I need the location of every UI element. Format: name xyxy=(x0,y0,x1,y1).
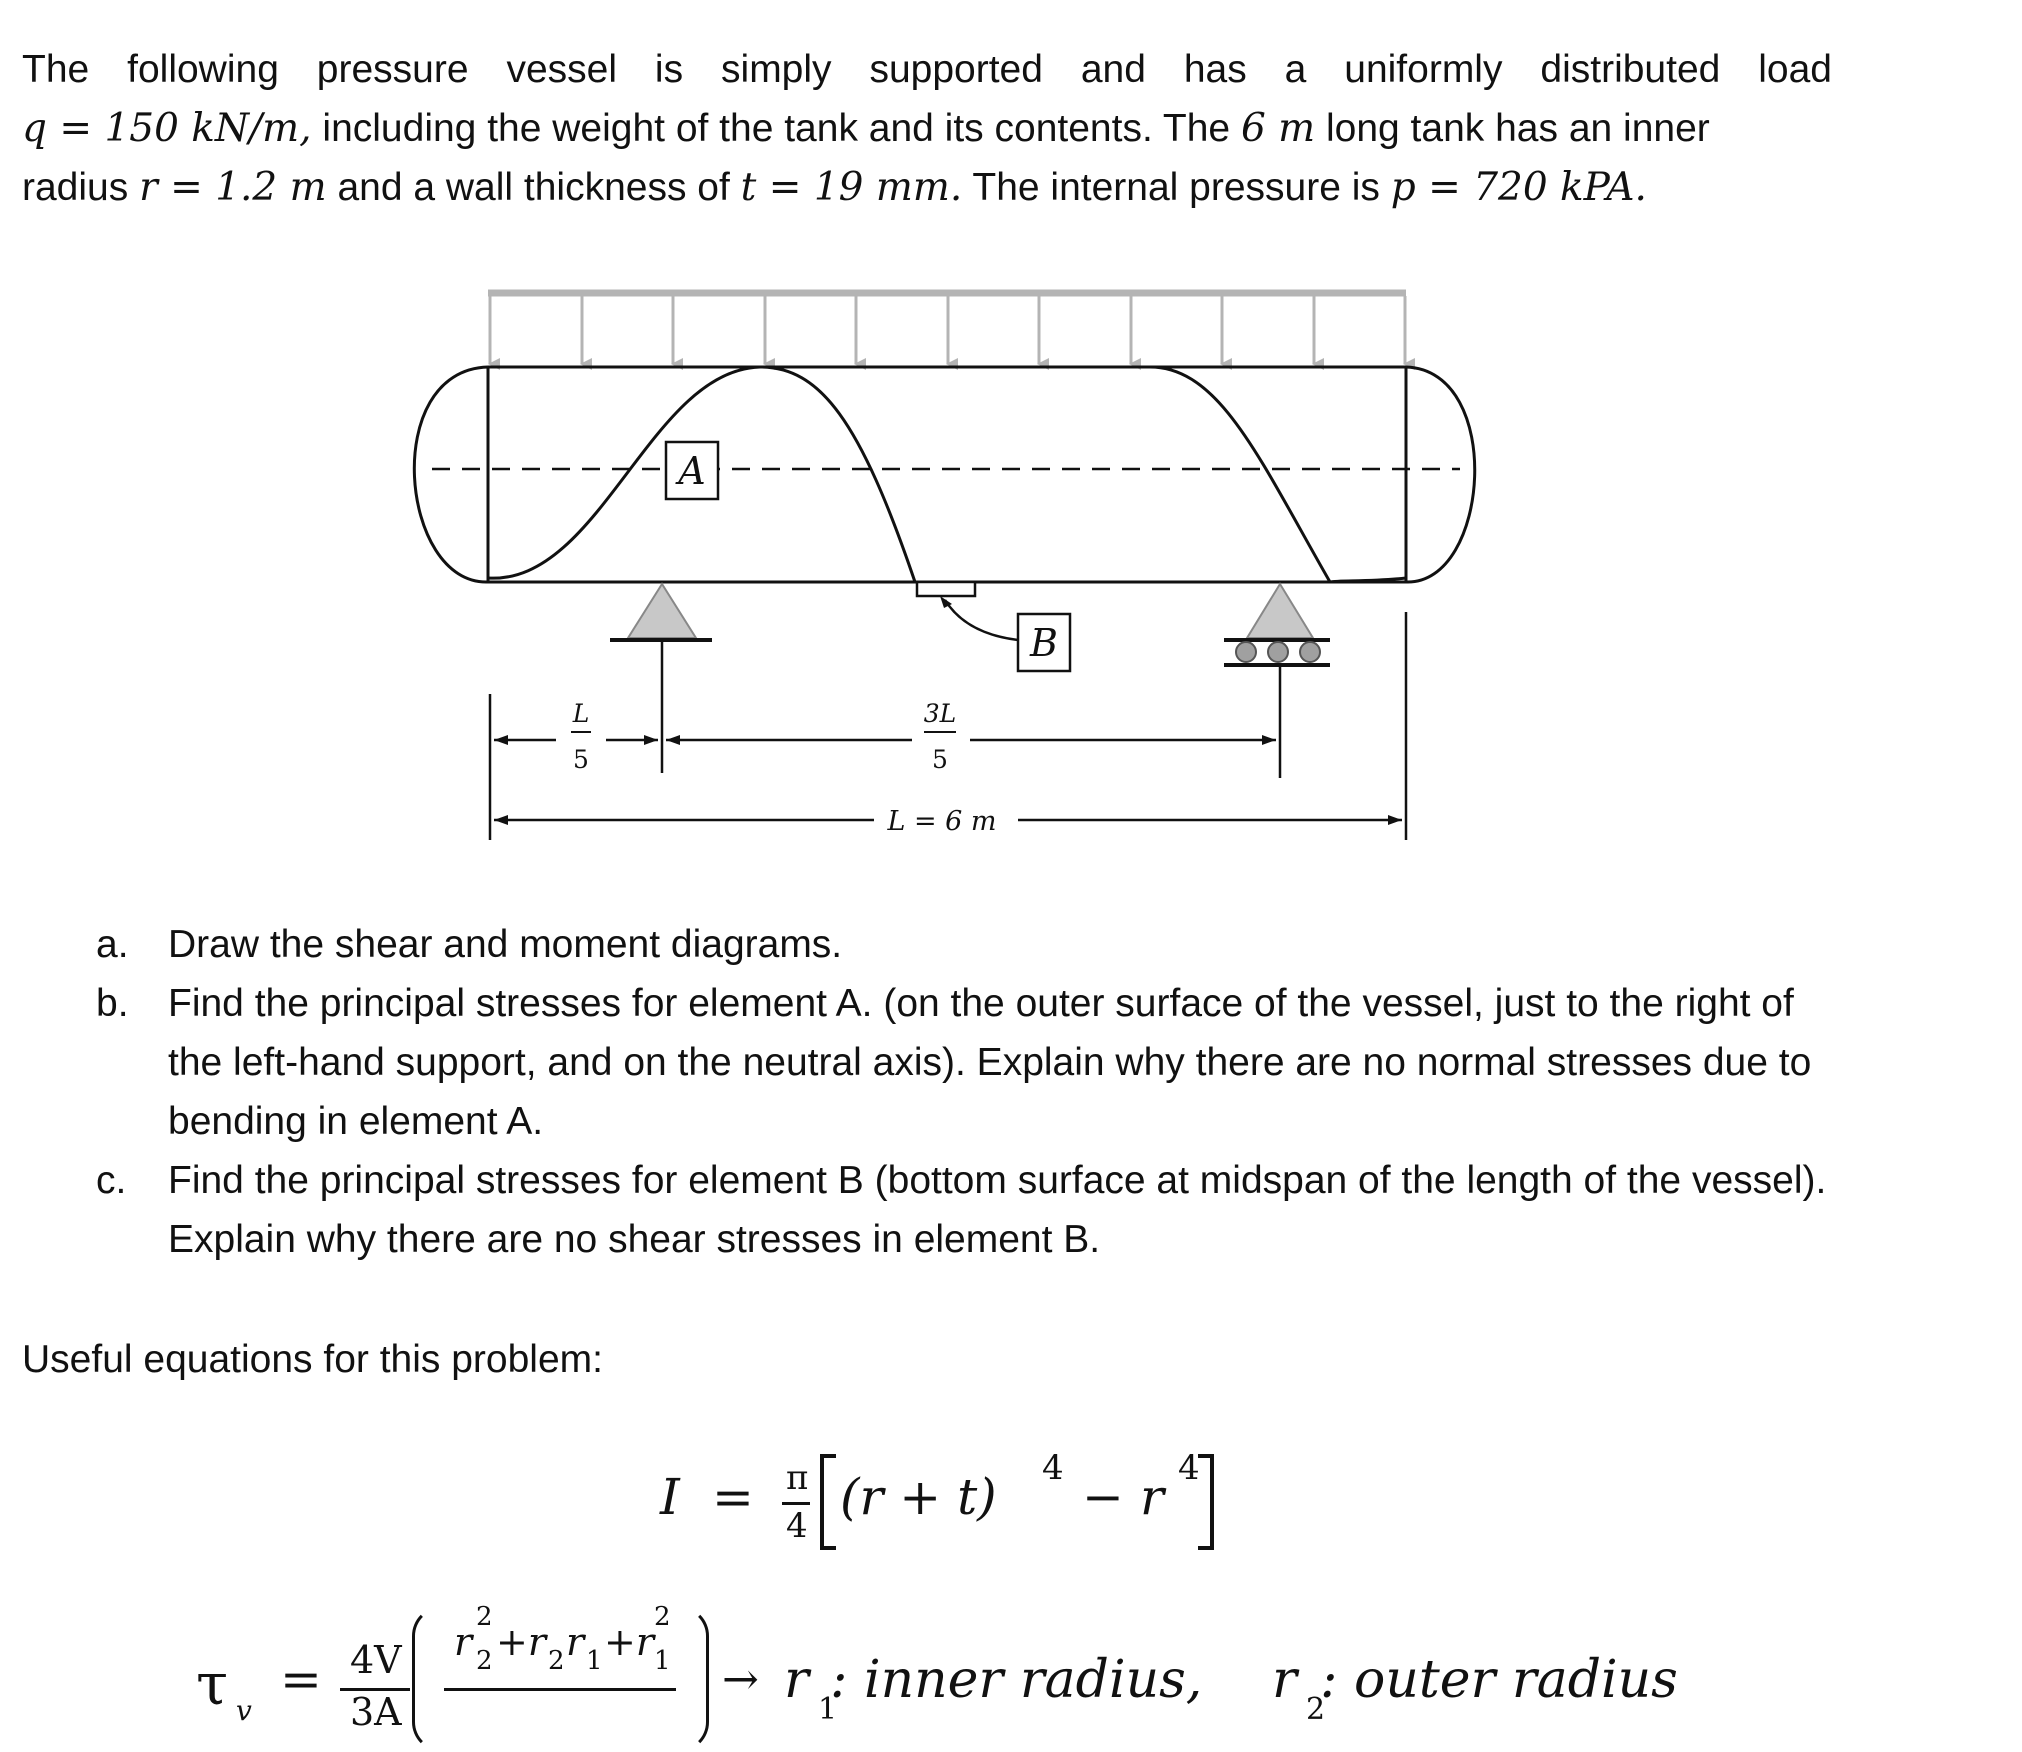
var-p: p xyxy=(1390,165,1416,210)
eq-s-num-plus: +r xyxy=(604,1620,655,1664)
eq-i-bracket-left xyxy=(820,1454,836,1550)
r-value: 1.2 m xyxy=(215,165,327,210)
roller-triangle xyxy=(1247,584,1313,638)
element-b-patch xyxy=(917,582,975,596)
eq-sign: = xyxy=(157,165,216,210)
dim-total xyxy=(494,806,1402,837)
vessel xyxy=(414,367,1474,582)
var-r: r xyxy=(139,165,158,210)
helical-seam-3 xyxy=(1150,367,1330,582)
right-head xyxy=(1406,367,1475,582)
eq-s-fraction-bar xyxy=(444,1688,676,1691)
eq-s-paren-left xyxy=(412,1606,445,1752)
roller-support xyxy=(1224,584,1330,665)
eq-i-body: (r + t) xyxy=(840,1468,997,1526)
question-letter: b. xyxy=(96,982,129,1025)
left-head xyxy=(414,367,488,582)
var-q: q xyxy=(22,106,47,151)
eq-s-def-text1: : inner radius, xyxy=(830,1650,1219,1710)
dim-left xyxy=(494,699,658,774)
pin-support xyxy=(610,584,712,640)
dim-total-label: L = 6 m xyxy=(887,806,997,837)
dim-mid-num: 3L xyxy=(923,699,957,728)
eq-i-fraction-bar xyxy=(782,1502,810,1505)
t-value: 19 mm. xyxy=(813,165,963,210)
p-value: 720 kPA. xyxy=(1473,165,1647,210)
pin-triangle xyxy=(628,584,696,638)
intro-text-a: radius xyxy=(22,166,140,209)
q-value: 150 kN/m, xyxy=(104,106,312,151)
dim-left-num: L xyxy=(572,699,590,728)
intro-text: including the weight of the tank and its contents. The xyxy=(311,107,1241,150)
eq-s-def-r: r xyxy=(784,1650,809,1710)
distributed-load xyxy=(488,293,1406,364)
eq-s-def-r2: r xyxy=(1272,1650,1297,1710)
intro-text-c: The internal pressure is xyxy=(962,166,1391,209)
eq-s-num-mid-sub2: 1 xyxy=(586,1646,603,1676)
roller-wheel xyxy=(1236,642,1256,662)
question-text: Find the principal stresses for element B (bottom surface at midspan of the length of the vessel). Explain why there are no shear stresses in element B. xyxy=(168,1159,1827,1261)
element-b-label: B xyxy=(1030,621,1058,665)
eq-s-paren-right xyxy=(676,1606,709,1752)
eq-s-num-r2-sup: 2 xyxy=(476,1602,493,1632)
eq-sign: = xyxy=(46,106,105,151)
question-text: Find the principal stresses for element A. (on the outer surface of the vessel, just to the right of the left-hand support, and on the neutral axis). Explain why there are no normal stresses due to bending in element A. xyxy=(168,982,1812,1143)
question-letter: c. xyxy=(96,1159,127,1202)
eq-s-arrow: → xyxy=(722,1654,759,1705)
intro-line-1: The following pressure vessel is simply supported and has a uniformly distributed load xyxy=(22,48,1832,91)
eq-s-num-r2: r xyxy=(454,1620,473,1664)
eq-s-num-r2-sub: 2 xyxy=(476,1646,493,1676)
eq-s-num-mid-sub1: 2 xyxy=(548,1646,565,1676)
eq-i-minus: − xyxy=(1082,1468,1124,1526)
intro-text-2: long tank has an inner xyxy=(1315,107,1710,150)
var-t: t xyxy=(740,165,757,210)
eq-s-def-sub2: 2 xyxy=(1306,1692,1326,1727)
dim-mid-den: 5 xyxy=(932,745,948,774)
question-letter: a. xyxy=(96,923,129,966)
length-value: 6 m xyxy=(1240,106,1316,151)
eq-s-coef-num: 4V xyxy=(350,1638,402,1682)
dim-left-den: 5 xyxy=(573,745,589,774)
eq-s-def-text2: : outer radius xyxy=(1320,1650,1678,1710)
eq-s-def-sub1: 1 xyxy=(818,1692,838,1727)
eq-sign: = xyxy=(756,165,814,210)
eq-s-num-mid-r: r xyxy=(566,1620,585,1664)
eq-i-exp2: 4 xyxy=(1178,1448,1200,1488)
eq-s-equals: = xyxy=(280,1650,322,1708)
useful-equations-label: Useful equations for this problem: xyxy=(22,1338,603,1381)
eq-i-r: r xyxy=(1140,1468,1164,1526)
eq-s-num-last-sup: 2 xyxy=(654,1602,671,1632)
element-b xyxy=(917,582,1070,671)
intro-text-b: and a wall thickness of xyxy=(326,166,741,209)
load-arrows xyxy=(490,296,1405,364)
eq-i-bracket-right xyxy=(1198,1454,1214,1550)
dim-mid xyxy=(666,699,1276,774)
eq-i-lhs: I xyxy=(660,1468,680,1526)
element-a-label: A xyxy=(678,449,706,493)
eq-s-sub: v xyxy=(236,1694,252,1727)
roller-wheel xyxy=(1268,642,1288,662)
eq-i-four: 4 xyxy=(786,1506,808,1546)
eq-s-num-last-sub: 1 xyxy=(654,1646,671,1676)
eq-i-pi: π xyxy=(786,1458,809,1498)
element-a xyxy=(666,442,718,499)
question-text: Draw the shear and moment diagrams. xyxy=(168,923,843,966)
roller-wheel xyxy=(1300,642,1320,662)
eq-s-tau: τ xyxy=(196,1650,229,1718)
eq-i-equals: = xyxy=(712,1468,754,1526)
eq-sign: = xyxy=(1415,165,1474,210)
element-b-leader xyxy=(945,600,1018,640)
eq-s-coef-den: 3A xyxy=(350,1690,402,1734)
eq-s-num-mid: +r xyxy=(496,1620,547,1664)
eq-i-exp1: 4 xyxy=(1042,1448,1064,1488)
